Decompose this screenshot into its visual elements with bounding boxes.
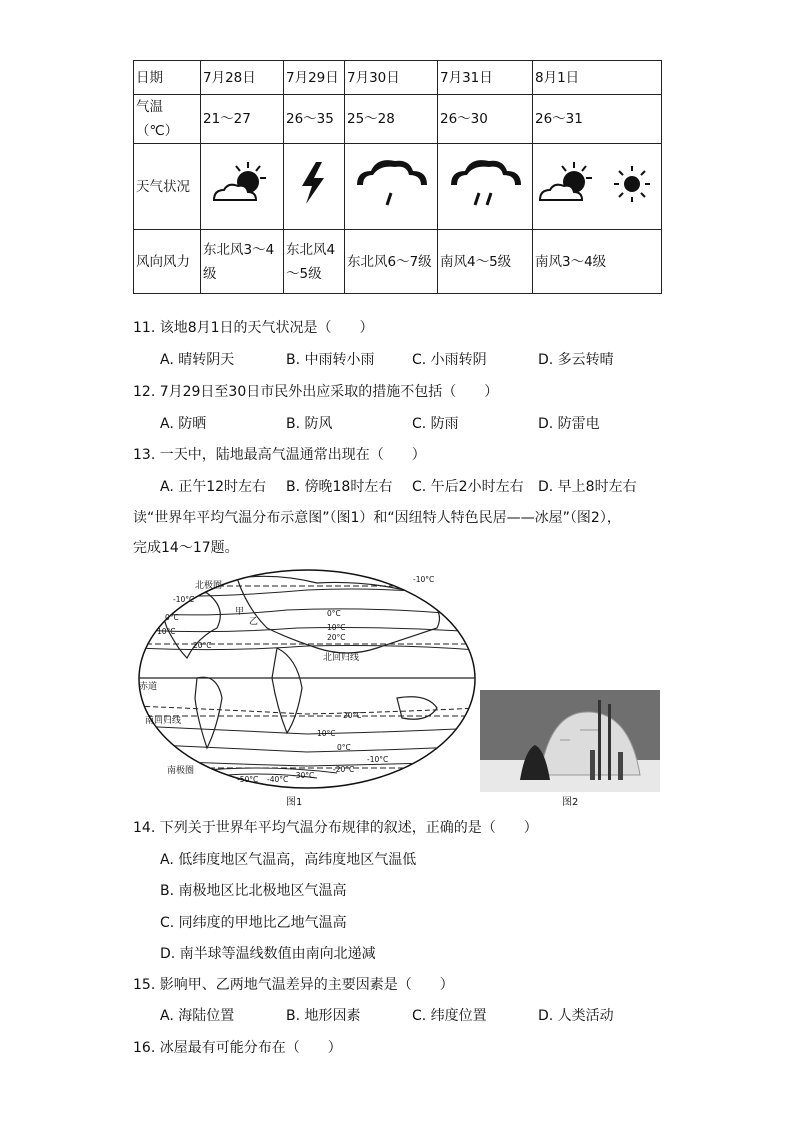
cell-wind: 南风3～4级 bbox=[533, 230, 662, 294]
option[interactable]: D. 防雷电 bbox=[538, 416, 600, 432]
option[interactable]: C. 同纬度的甲地比乙地气温高 bbox=[160, 915, 347, 931]
weather-table bbox=[133, 60, 662, 294]
label-jia: 甲 bbox=[235, 607, 245, 617]
moderate-rain-icon bbox=[445, 153, 525, 213]
label-tropic-capricorn: 南回归线 bbox=[145, 716, 182, 726]
cell-wind: 东北风4～5级 bbox=[284, 230, 345, 294]
option[interactable]: D. 多云转晴 bbox=[538, 352, 614, 368]
option[interactable]: B. 中雨转小雨 bbox=[286, 352, 375, 368]
question-stem: 14. 下列关于世界年平均气温分布规律的叙述，正确的是（ ） bbox=[133, 820, 538, 836]
world-isotherm-map bbox=[137, 568, 477, 790]
label-antarctic-circle: 南极圈 bbox=[167, 766, 195, 776]
isotherm-label: 0°C bbox=[337, 743, 351, 752]
isotherm-label: -50°C bbox=[237, 775, 259, 784]
label-yi: 乙 bbox=[249, 617, 259, 627]
table-row bbox=[134, 61, 662, 95]
option[interactable]: A. 低纬度地区气温高，高纬度地区气温低 bbox=[160, 852, 417, 868]
cell-wind: 南风4～5级 bbox=[438, 230, 533, 294]
option[interactable]: B. 南极地区比北极地区气温高 bbox=[160, 883, 347, 899]
option[interactable]: C. 防雨 bbox=[412, 416, 459, 432]
table-row bbox=[134, 144, 662, 230]
isotherm-label: -10°C bbox=[413, 575, 435, 584]
option[interactable]: D. 人类活动 bbox=[538, 1008, 614, 1024]
cell-temp: 26～35 bbox=[284, 95, 345, 144]
option[interactable]: A. 防晒 bbox=[160, 416, 207, 432]
cell-weather bbox=[438, 144, 533, 230]
option[interactable]: D. 南半球等温线数值由南向北递减 bbox=[160, 946, 376, 962]
cell-date: 7月29日 bbox=[284, 61, 345, 95]
cell-date: 7月28日 bbox=[201, 61, 284, 95]
cell-wind: 东北风3～4级 bbox=[201, 230, 284, 294]
cell-weather bbox=[345, 144, 438, 230]
isotherm-label: 10°C bbox=[157, 627, 176, 636]
cell-weather bbox=[201, 144, 284, 230]
table-row bbox=[134, 95, 662, 144]
question-stem: 16. 冰屋最有可能分布在（ ） bbox=[133, 1040, 342, 1056]
cell-date: 7月30日 bbox=[345, 61, 438, 95]
isotherm-label: 0°C bbox=[165, 613, 179, 622]
partly-cloudy-icon bbox=[210, 158, 274, 208]
isotherm-label: -20°C bbox=[333, 765, 355, 774]
question-stem: 15. 影响甲、乙两地气温差异的主要因素是（ ） bbox=[133, 977, 454, 993]
question-stem: 12. 7月29日至30日市民外出应采取的措施不包括（ ） bbox=[133, 384, 499, 400]
isotherm-label: -40°C bbox=[267, 775, 289, 784]
label-tropic-cancer: 北回归线 bbox=[323, 653, 360, 663]
option[interactable]: C. 小雨转阴 bbox=[412, 352, 487, 368]
isotherm-label: 10°C bbox=[317, 729, 336, 738]
isotherm-label: -10°C bbox=[173, 595, 195, 604]
isotherm-label: 20°C bbox=[193, 641, 212, 650]
option[interactable]: A. 正午12时左右 bbox=[160, 479, 267, 495]
option[interactable]: B. 地形因素 bbox=[286, 1008, 361, 1024]
question-stem: 11. 该地8月1日的天气状况是（ ） bbox=[133, 320, 374, 336]
option[interactable]: C. 午后2小时左右 bbox=[412, 479, 524, 495]
isotherm-label: -10°C bbox=[367, 755, 389, 764]
label-equator: 赤道 bbox=[139, 682, 158, 692]
cell-date: 7月31日 bbox=[438, 61, 533, 95]
cloudy-to-sunny-icon bbox=[538, 158, 656, 208]
question-stem: 13. 一天中，陆地最高气温通常出现在（ ） bbox=[133, 447, 426, 463]
intro-line: 读“世界年平均气温分布示意图”（图1）和“因纽特人特色民居——冰屋”（图2）， bbox=[133, 510, 621, 526]
row-label-weather: 天气状况 bbox=[134, 144, 201, 230]
cell-temp: 26～31 bbox=[533, 95, 662, 144]
intro-line: 完成14～17题。 bbox=[133, 540, 239, 556]
fig1-caption: 图1 bbox=[286, 797, 303, 808]
cell-date: 8月1日 bbox=[533, 61, 662, 95]
label-arctic-circle: 北极圈 bbox=[195, 581, 223, 591]
thunder-icon bbox=[294, 158, 334, 208]
option[interactable]: B. 防风 bbox=[286, 416, 333, 432]
row-label-date: 日期 bbox=[134, 61, 201, 95]
option[interactable]: A. 海陆位置 bbox=[160, 1008, 235, 1024]
table-row bbox=[134, 230, 662, 294]
row-label-temp: 气温（℃） bbox=[134, 95, 201, 144]
option[interactable]: A. 晴转阴天 bbox=[160, 352, 235, 368]
cell-temp: 25～28 bbox=[345, 95, 438, 144]
row-label-wind: 风向风力 bbox=[134, 230, 201, 294]
cell-weather bbox=[284, 144, 345, 230]
cell-weather bbox=[533, 144, 662, 230]
isotherm-label: 20°C bbox=[327, 633, 346, 642]
isotherm-label: 0°C bbox=[327, 609, 341, 618]
light-rain-icon bbox=[351, 153, 431, 213]
igloo-photo bbox=[480, 690, 660, 792]
isotherm-label: 20°C bbox=[343, 711, 362, 720]
option[interactable]: D. 早上8时左右 bbox=[538, 479, 637, 495]
isotherm-label: 10°C bbox=[327, 623, 346, 632]
option[interactable]: B. 傍晚18时左右 bbox=[286, 479, 393, 495]
cell-temp: 26～30 bbox=[438, 95, 533, 144]
option[interactable]: C. 纬度位置 bbox=[412, 1008, 487, 1024]
fig2-caption: 图2 bbox=[562, 797, 579, 808]
cell-temp: 21～27 bbox=[201, 95, 284, 144]
cell-wind: 东北风6～7级 bbox=[345, 230, 438, 294]
isotherm-label: -30°C bbox=[293, 771, 315, 780]
